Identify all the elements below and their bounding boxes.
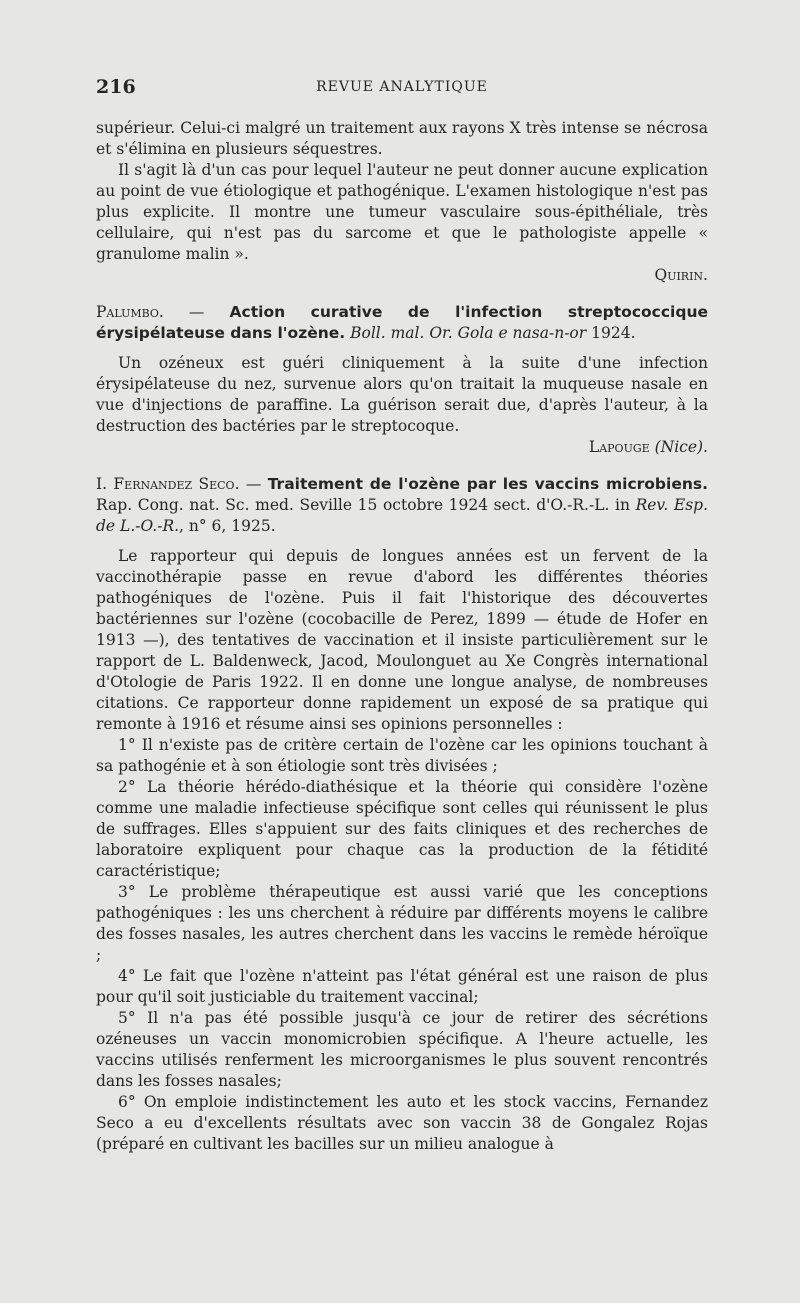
seco-entry-heading — [96, 474, 708, 537]
palumbo-signature-name: Lapouge — [588, 438, 650, 456]
seco-point-3: 3° Le problème thérapeutique est aussi varié que les conceptions pathogéniques : les uns cherchent à réduire par différents moyens le calibre des fosses nasales, les autres cherchent dans les vaccins le remède héroïque ; — [96, 883, 708, 964]
running-head: REVUE ANALYTIQUE — [316, 79, 488, 95]
seco-reference: Rap. Cong. nat. Sc. med. Seville 15 octobre 1924 sect. d'O.-R.-L. in — [96, 496, 636, 514]
seco-initial: I. — [96, 475, 108, 493]
seco-title: Traitement de l'ozène par les vaccins microbiens. — [267, 475, 708, 493]
palumbo-abstract: Un ozéneux est guéri cliniquement à la suite d'une infection érysipélateuse du nez, survenue alors qu'on traitait la muqueuse nasale en vue d'injections de paraffine. La guérison serait due, d'après l'auteur, à la destruction des bactéries par le streptocoque. — [96, 354, 708, 435]
palumbo-dash: — — [163, 303, 230, 321]
page-number: 216 — [96, 76, 136, 98]
palumbo-year: 1924. — [591, 324, 636, 342]
seco-author: Fernandez Seco. — [113, 475, 240, 493]
seco-point-5: 5° Il n'a pas été possible jusqu'à ce jour de retirer des sécrétions ozéneuses un vaccin monomicrobien spécifique. A l'heure actuelle, les vaccins utilisés renferment les microorganismes le plus souvent rencontrés dans les fosses nasales; — [96, 1009, 708, 1090]
seco-journal: Rev. Esp. de L.-O.-R. — [96, 496, 708, 535]
palumbo-journal: Boll. mal. Or. Gola e nasa-n-or — [350, 324, 587, 342]
seco-point-1: 1° Il n'existe pas de critère certain de l'ozène car les opinions touchant à sa pathogénie et à son étiologie sont très divisées ; — [96, 736, 708, 775]
palumbo-signature-place: (Nice). — [654, 438, 708, 456]
palumbo-entry-heading — [96, 302, 708, 344]
page-body — [96, 118, 708, 1155]
quirin-signature: Quirin. — [654, 266, 708, 284]
seco-paragraph: Le rapporteur qui depuis de longues années est un fervent de la vaccinothérapie passe en revue d'abord les différentes théories pathogéniques de l'ozène. Puis il fait l'historique des découvertes bactériennes sur l'ozène (cocobacille de Perez, 1899 — étude de Hofer en 1913 —), des tentatives de vaccination et il insiste particulièrement sur le rapport de L. Baldenweck, Jacod, Moulonguet au Xe Congrès international d'Otologie de Paris 1922. Il en donne une longue analyse, de nombreuses citations. Ce rapporteur donne rapidement un exposé de sa pratique qui remonte à 1916 et résume ainsi ses opinions personnelles : — [96, 547, 708, 733]
seco-dash: — — [239, 475, 268, 493]
palumbo-signature — [96, 437, 708, 458]
seco-point-2: 2° La théorie hérédo-diathésique et la théorie qui considère l'ozène comme une maladie infectieuse spécifique sont celles qui réunissent le plus de suffrages. Elles s'appuient sur des faits cliniques et des recherches de laboratoire expliquent pour chaque cas la production de la fétidité caractéristique; — [96, 778, 708, 880]
seco-point-4: 4° Le fait que l'ozène n'atteint pas l'état général est une raison de plus pour qu'il soit justiciable du traitement vaccinal; — [96, 967, 708, 1006]
palumbo-title: Action curative de l'infection streptococcique érysipélateuse dans l'ozène. — [96, 303, 708, 342]
seco-point-6: 6° On emploie indistinctement les auto et les stock vaccins, Fernandez Seco a eu d'excellents résultats avec son vaccin 38 de Gongalez Rojas (préparé en cultivant les bacilles sur un milieu analogue à — [96, 1093, 708, 1153]
quirin-continuation: supérieur. Celui-ci malgré un traitement aux rayons X très intense se nécrosa et s'élimina en plusieurs séquestres. — [96, 119, 708, 158]
page-header — [96, 76, 708, 102]
quirin-paragraph: Il s'agit là d'un cas pour lequel l'auteur ne peut donner aucune explication au point de vue étiologique et pathogénique. L'examen histologique n'est pas plus explicite. Il montre une tumeur vasculaire sous-épithéliale, très cellulaire, qui n'est pas du sarcome et que le pathologiste appelle « granulome malin ». — [96, 161, 708, 263]
seco-reference-end: , n° 6, 1925. — [179, 517, 276, 535]
palumbo-author: Palumbo. — [96, 303, 164, 321]
